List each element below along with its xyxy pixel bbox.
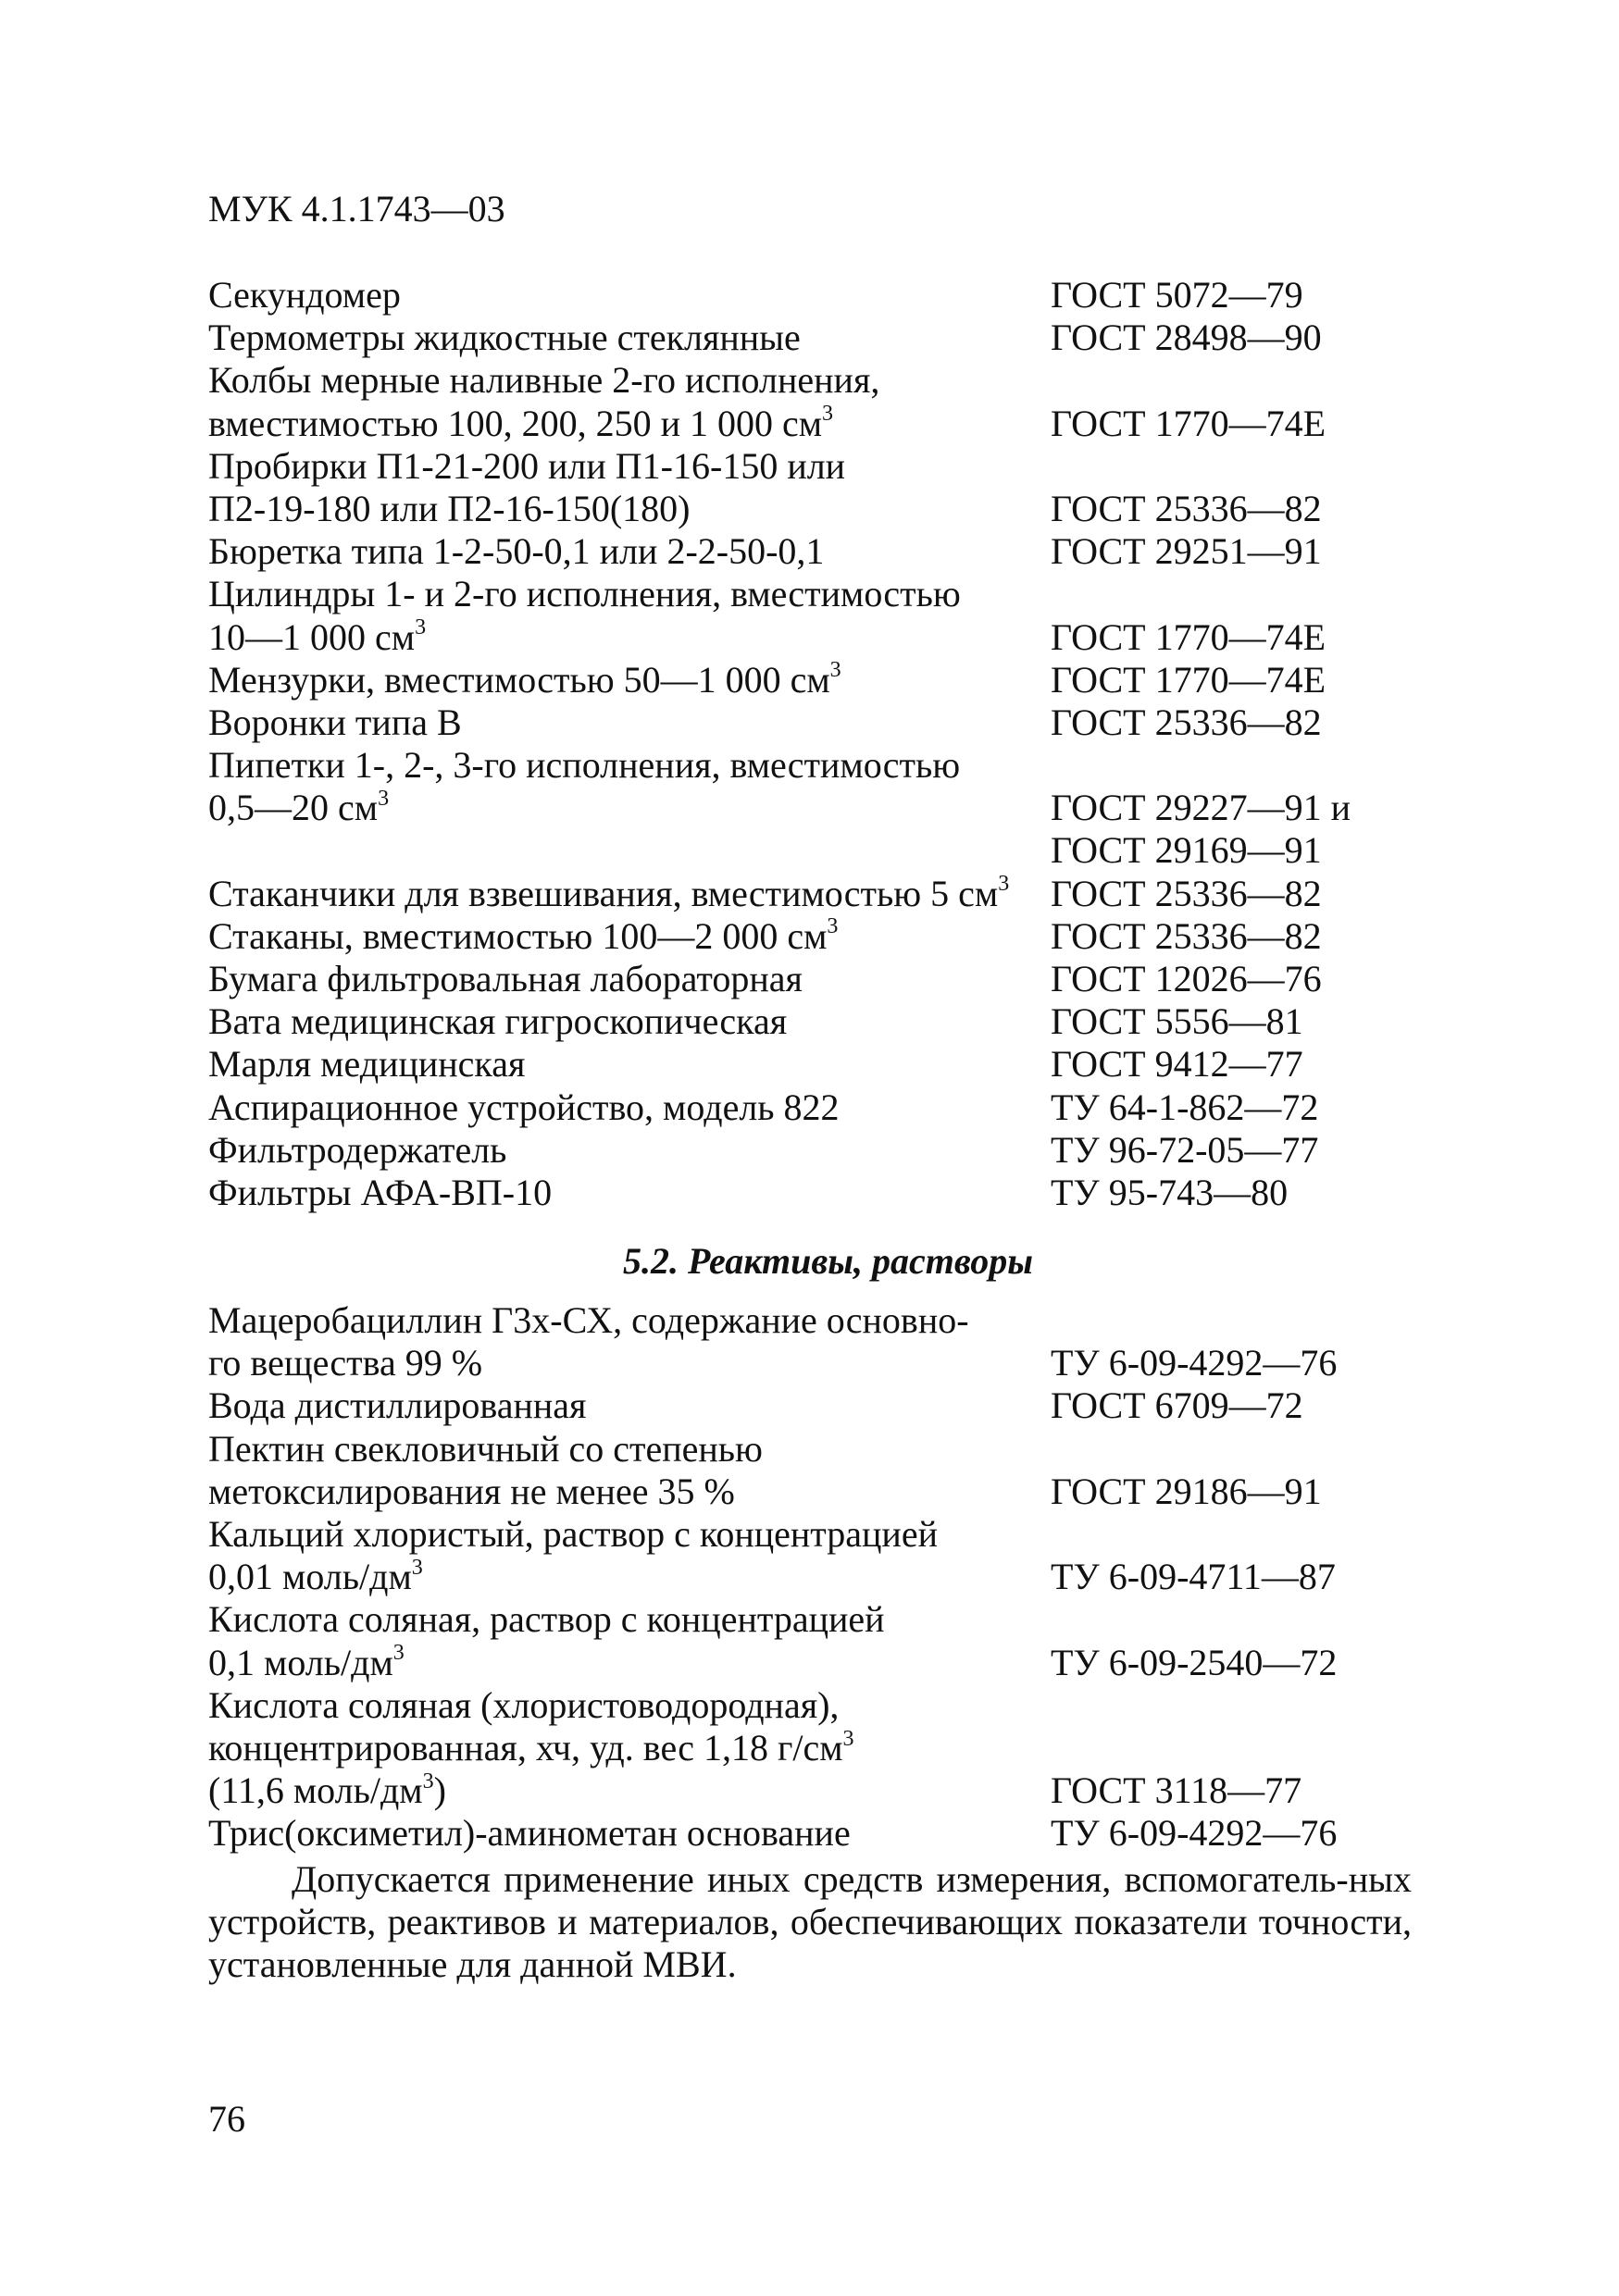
list-item: [208, 1556, 1412, 1598]
item-standard: ГОСТ 25336—82: [1051, 872, 1322, 914]
item-name: Термометры жидкостные стеклянные: [208, 316, 801, 359]
list-item: [208, 1513, 1412, 1556]
item-name: Бюретка типа 1-2-50-0,1 или 2-2-50-0,1: [208, 530, 825, 573]
item-name: Фильтродержатель: [208, 1128, 507, 1171]
list-item: [208, 958, 1412, 1000]
list-item: [208, 1769, 1412, 1812]
list-item: [208, 1000, 1412, 1043]
reagents-list: [208, 1299, 1412, 1855]
list-item: [208, 1598, 1412, 1641]
item-name: Фильтры АФА-ВП-10: [208, 1171, 553, 1213]
list-item: [208, 1642, 1412, 1684]
list-item: [208, 445, 1412, 488]
unit-superscript: 3: [842, 1726, 854, 1751]
item-name: Мацеробациллин Г3х-СХ, содержание основно-: [208, 1299, 969, 1341]
list-item: [208, 530, 1412, 573]
list-item: [208, 1684, 1412, 1727]
item-name: 10—1 000 $см^3$: [208, 615, 427, 658]
page-number: 76: [208, 2098, 245, 2140]
item-name: Кислота соляная (хлористоводородная),: [208, 1683, 840, 1726]
item-name: Кальций хлористый, раствор с концентрацией: [208, 1512, 938, 1555]
item-name: (11,6 моль/$дм^3$): [208, 1769, 446, 1812]
list-item: [208, 744, 1412, 787]
item-name: Стаканы, вместимостью 100—2 000 $см^3$: [208, 914, 839, 957]
list-item: [208, 1727, 1412, 1769]
item-standard: ТУ 6-09-4711—87: [1051, 1556, 1336, 1598]
item-standard: ТУ 6-09-2540—72: [1051, 1641, 1338, 1683]
unit-superscript: 3: [415, 615, 427, 640]
list-item: [208, 915, 1412, 958]
item-standard: ТУ 96-72-05—77: [1051, 1128, 1319, 1171]
item-name: Бумага фильтровальная лабораторная: [208, 958, 803, 999]
item-standard: ГОСТ 28498—90: [1051, 316, 1322, 359]
list-item: [208, 1086, 1412, 1129]
item-standard: ГОСТ 1770—74Е: [1051, 658, 1326, 701]
equipment-list: [208, 274, 1412, 1214]
list-item: [208, 829, 1412, 872]
list-item: [208, 1299, 1412, 1342]
list-item: [208, 274, 1412, 316]
item-standard: ГОСТ 25336—82: [1051, 487, 1322, 529]
item-standard: ГОСТ 5556—81: [1051, 1000, 1303, 1043]
item-standard: ТУ 6-09-4292—76: [1051, 1812, 1338, 1855]
list-item: [208, 1428, 1412, 1471]
item-name: 0,5—20 $см^3$: [208, 786, 390, 829]
list-item: [208, 1043, 1412, 1086]
list-item: [208, 1471, 1412, 1513]
list-item: [208, 659, 1412, 701]
item-name: Пробирки П1-21-200 или П1-16-150 или: [208, 444, 846, 487]
item-standard: ГОСТ 25336—82: [1051, 914, 1322, 957]
item-standard: ГОСТ 25336—82: [1051, 701, 1322, 743]
list-item: [208, 359, 1412, 402]
unit-superscript: 3: [822, 402, 834, 427]
item-standard: ГОСТ 29251—91: [1051, 530, 1322, 573]
unit-superscript: 3: [998, 872, 1010, 897]
item-name: 0,1 моль/$дм^3$: [208, 1641, 405, 1683]
item-name: вместимостью 100, 200, 250 и 1 000 $см^3$: [208, 402, 834, 444]
item-standard: ТУ 64-1-862—72: [1051, 1086, 1319, 1128]
item-name: Цилиндры 1- и 2-го исполнения, вместимостью: [208, 573, 961, 615]
list-item: [208, 787, 1412, 829]
item-standard: ГОСТ 3118—77: [1051, 1769, 1302, 1812]
list-item: [208, 1172, 1412, 1214]
item-name: Мензурки, вместимостью 50—1 000 $см^3$: [208, 658, 841, 701]
list-item: [208, 1129, 1412, 1172]
item-standard: ТУ 95-743—80: [1051, 1171, 1289, 1213]
item-name: Вата медицинская гигроскопическая: [208, 1000, 788, 1043]
unit-superscript: 3: [829, 658, 841, 683]
item-name: 0,01 моль/$дм^3$: [208, 1555, 423, 1598]
item-standard: ГОСТ 1770—74Е: [1051, 402, 1326, 444]
list-item: [208, 573, 1412, 615]
item-name: Стаканчики для взвешивания, вместимостью 5 $см^3$: [208, 872, 1010, 914]
list-item: [208, 1812, 1412, 1855]
note-paragraph: Допускается применение иных средств измерения, вспомогатель-ных устройств, реактивов и материалов, обеспечивающих показатели точности, установленные для данной МВИ.: [208, 1858, 1412, 1985]
unit-superscript: 3: [827, 914, 839, 939]
unit-superscript: 3: [378, 786, 390, 811]
item-name: метоксилирования не менее 35 %: [208, 1470, 735, 1512]
list-item: [208, 316, 1412, 359]
list-item: [208, 488, 1412, 530]
item-standard: ГОСТ 6709—72: [1051, 1384, 1303, 1427]
item-standard: ГОСТ 29186—91: [1051, 1470, 1322, 1512]
item-name: Пипетки 1-, 2-, 3-го исполнения, вместимостью: [208, 744, 961, 787]
item-standard: ГОСТ 29169—91: [1051, 829, 1322, 872]
item-name: Секундомер: [208, 274, 401, 316]
item-name: Вода дистиллированная: [208, 1384, 587, 1427]
section-title: 5.2. Реактивы, растворы: [623, 1240, 1033, 1282]
list-item: [208, 873, 1412, 915]
item-standard: ГОСТ 29227—91 и: [1051, 787, 1351, 829]
item-standard: ГОСТ 12026—76: [1051, 958, 1322, 999]
list-item: [208, 616, 1412, 659]
list-item: [208, 701, 1412, 744]
item-standard: ГОСТ 5072—79: [1051, 274, 1303, 316]
item-name: Аспирационное устройство, модель 822: [208, 1086, 840, 1128]
item-name: Колбы мерные наливные 2-го исполнения,: [208, 359, 880, 402]
list-item: [208, 403, 1412, 445]
list-item: [208, 1384, 1412, 1427]
item-name: го вещества 99 %: [208, 1342, 483, 1384]
list-item: [208, 1342, 1412, 1384]
item-name: Трис(оксиметил)-аминометан основание: [208, 1812, 851, 1855]
item-name: концентрированная, хч, уд. вес 1,18 $г/см^3$: [208, 1726, 854, 1769]
unit-superscript: 3: [392, 1641, 405, 1666]
item-standard: ГОСТ 1770—74Е: [1051, 615, 1326, 658]
item-name: П2-19-180 или П2-16-150(180): [208, 487, 691, 529]
document-code: МУК 4.1.1743—03: [208, 188, 505, 230]
item-standard: ГОСТ 9412—77: [1051, 1043, 1303, 1086]
item-name: Марля медицинская: [208, 1043, 526, 1086]
item-name: Кислота соляная, раствор с концентрацией: [208, 1598, 885, 1641]
item-name: Воронки типа В: [208, 701, 462, 743]
item-standard: ТУ 6-09-4292—76: [1051, 1342, 1338, 1384]
unit-superscript: 3: [422, 1769, 434, 1793]
item-name: Пектин свекловичный со степенью: [208, 1427, 763, 1470]
unit-superscript: 3: [411, 1555, 423, 1580]
